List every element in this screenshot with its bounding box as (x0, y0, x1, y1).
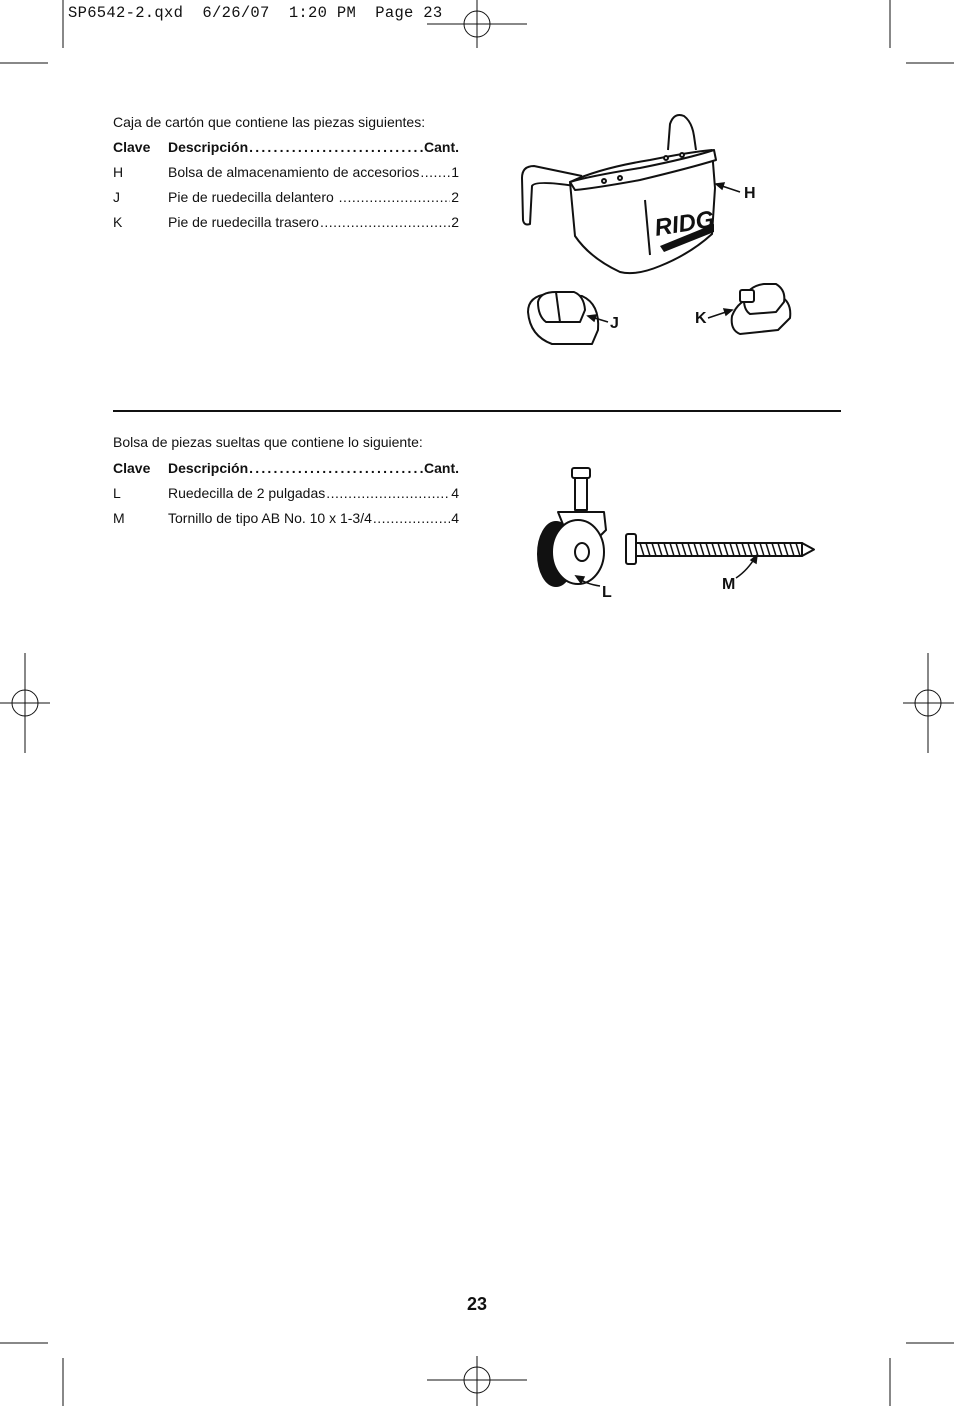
callout-j: J (610, 315, 619, 332)
section2-intro: Bolsa de piezas sueltas que contiene lo siguiente: (113, 434, 423, 450)
row-desc: Pie de ruedecilla trasero (168, 214, 319, 230)
row-key: H (113, 164, 124, 180)
callout-m: M (722, 576, 736, 593)
row-key: K (113, 214, 123, 230)
row-qty: 1 (451, 164, 459, 180)
callout-k: K (695, 310, 707, 327)
row-desc: Pie de ruedecilla delantero (168, 189, 338, 205)
row-qty: 4 (451, 485, 459, 501)
svg-text:RIDG: RIDG (652, 205, 717, 242)
row-desc: Ruedecilla de 2 pulgadas (168, 485, 326, 501)
callout-l: L (602, 584, 612, 601)
header-desc: Descripción (168, 139, 249, 155)
row-key: L (113, 485, 121, 501)
header-desc: Descripción (168, 460, 249, 476)
file-slug: SP6542-2.qxd 6/26/07 1:20 PM Page 23 (68, 4, 443, 22)
header-key: Clave (113, 460, 151, 476)
header-qty: Cant. (424, 460, 459, 476)
row-qty: 2 (451, 189, 459, 205)
header-qty: Cant. (424, 139, 459, 155)
row-desc: Tornillo de tipo AB No. 10 x 1-3/4 (168, 510, 372, 526)
row-qty: 4 (451, 510, 459, 526)
callout-h: H (744, 185, 756, 202)
page-number: 23 (466, 1294, 488, 1314)
row-qty: 2 (451, 214, 459, 230)
row-key: M (113, 510, 125, 526)
row-desc: Bolsa de almacenamiento de accesorios (168, 164, 420, 180)
header-key: Clave (113, 139, 151, 155)
row-key: J (113, 189, 120, 205)
section1-intro: Caja de cartón que contiene las piezas siguientes: (113, 114, 426, 130)
